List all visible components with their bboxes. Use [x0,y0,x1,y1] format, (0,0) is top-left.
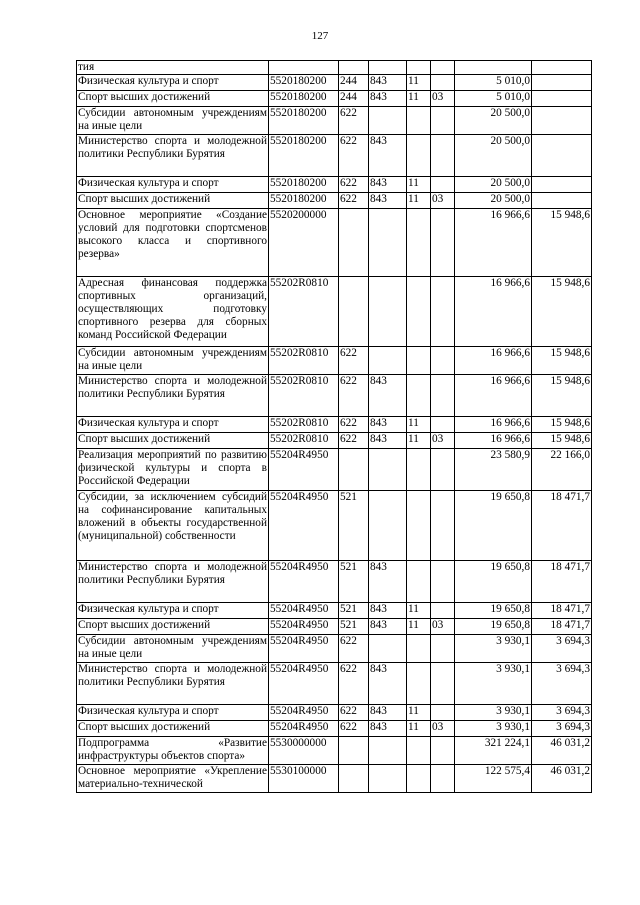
row-grbs-code: 843 [369,375,407,417]
table-row [77,375,592,417]
table-row [77,417,592,433]
row-sum-year1: 16 966,6 [455,209,532,277]
row-sum-year2 [532,75,592,91]
row-csr-code: 55204R4950 [269,663,339,705]
row-vr-code: 244 [339,91,369,107]
table-row [77,635,592,663]
row-section-code: 11 [407,91,431,107]
budget-table [76,60,592,793]
row-section-code [407,375,431,417]
row-sum-year1: 20 500,0 [455,177,532,193]
row-vr-code: 622 [339,705,369,721]
row-csr-code: 5520180200 [269,135,339,177]
row-name: Министерство спорта и молодежной политики Республики Бурятия [77,561,269,603]
row-grbs-code [369,491,407,561]
row-sum-year2: 15 948,6 [532,347,592,375]
row-sum-year1: 19 650,8 [455,603,532,619]
row-grbs-code: 843 [369,75,407,91]
row-csr-code: 55202R0810 [269,417,339,433]
row-grbs-code [369,765,407,793]
row-sum-year2 [532,91,592,107]
row-csr-code: 55204R4950 [269,721,339,737]
row-grbs-code [369,277,407,347]
row-name: Субсидии автономным учреждениям на иные цели [77,347,269,375]
row-sum-year2: 15 948,6 [532,277,592,347]
row-section-code: 11 [407,75,431,91]
row-section-code: 11 [407,721,431,737]
row-csr-code: 5520180200 [269,177,339,193]
row-name: Основное мероприятие «Создание условий для подготовки спортсменов высокого класса и спортивного резерва» [77,209,269,277]
row-vr-code [339,449,369,491]
row-csr-code: 55202R0810 [269,347,339,375]
row-vr-code: 521 [339,619,369,635]
table-row [77,193,592,209]
row-sum-year1: 5 010,0 [455,75,532,91]
row-section-code: 11 [407,619,431,635]
row-section-code [407,765,431,793]
row-sum-year2 [532,177,592,193]
row-sum-year2: 15 948,6 [532,433,592,449]
row-subsection-code [431,417,455,433]
row-subsection-code [431,561,455,603]
row-csr-code: 55204R4950 [269,561,339,603]
row-csr-code: 55204R4950 [269,619,339,635]
row-sum-year1: 5 010,0 [455,91,532,107]
table-row [77,177,592,193]
row-subsection-code [431,107,455,135]
row-sum-year2 [532,61,592,75]
row-subsection-code [431,135,455,177]
row-name: Министерство спорта и молодежной политики Республики Бурятия [77,663,269,705]
row-subsection-code: 03 [431,433,455,449]
row-section-code: 11 [407,433,431,449]
row-sum-year1: 19 650,8 [455,491,532,561]
row-grbs-code [369,61,407,75]
row-name: тия [77,61,269,75]
row-name: Субсидии, за исключением субсидий на софинансирование капитальных вложений в объекты государственной (муниципальной) собственности [77,491,269,561]
row-csr-code: 55204R4950 [269,705,339,721]
table-row [77,91,592,107]
table-row [77,561,592,603]
row-subsection-code [431,737,455,765]
row-vr-code: 622 [339,347,369,375]
row-name: Спорт высших достижений [77,91,269,107]
row-grbs-code: 843 [369,561,407,603]
row-grbs-code: 843 [369,417,407,433]
table-row [77,663,592,705]
row-section-code [407,61,431,75]
table-row [77,491,592,561]
row-csr-code: 5520200000 [269,209,339,277]
row-subsection-code [431,705,455,721]
row-vr-code: 622 [339,177,369,193]
row-name: Физическая культура и спорт [77,177,269,193]
row-sum-year1: 16 966,6 [455,417,532,433]
row-vr-code: 622 [339,663,369,705]
row-csr-code: 55204R4950 [269,491,339,561]
row-sum-year2: 3 694,3 [532,705,592,721]
row-section-code: 11 [407,193,431,209]
table-row [77,721,592,737]
row-csr-code: 5530000000 [269,737,339,765]
row-section-code [407,135,431,177]
row-vr-code: 244 [339,75,369,91]
row-sum-year1: 16 966,6 [455,375,532,417]
row-sum-year2: 18 471,7 [532,561,592,603]
row-subsection-code: 03 [431,619,455,635]
row-name: Физическая культура и спорт [77,705,269,721]
row-name: Основное мероприятие «Укрепление материально-технической [77,765,269,793]
row-sum-year1: 3 930,1 [455,705,532,721]
row-grbs-code: 843 [369,619,407,635]
row-grbs-code: 843 [369,177,407,193]
row-csr-code: 5520180200 [269,193,339,209]
row-sum-year2: 3 694,3 [532,635,592,663]
row-name: Адресная финансовая поддержка спортивных организаций, осуществляющих подготовку спортивного резерва для сборных команд Российской Федерации [77,277,269,347]
table-row [77,75,592,91]
row-csr-code [269,61,339,75]
row-sum-year2: 18 471,7 [532,619,592,635]
row-vr-code: 622 [339,417,369,433]
row-section-code [407,663,431,705]
row-section-code: 11 [407,177,431,193]
row-grbs-code: 843 [369,603,407,619]
row-csr-code: 55202R0810 [269,375,339,417]
row-section-code [407,209,431,277]
row-csr-code: 55204R4950 [269,635,339,663]
row-grbs-code [369,449,407,491]
row-sum-year2: 15 948,6 [532,209,592,277]
row-grbs-code: 843 [369,705,407,721]
table-row [77,433,592,449]
row-section-code [407,737,431,765]
row-subsection-code [431,75,455,91]
row-sum-year1 [455,61,532,75]
table-row [77,135,592,177]
row-name: Министерство спорта и молодежной политики Республики Бурятия [77,135,269,177]
row-sum-year2 [532,193,592,209]
row-csr-code: 5520180200 [269,91,339,107]
row-vr-code: 622 [339,107,369,135]
row-grbs-code [369,347,407,375]
row-subsection-code [431,375,455,417]
row-csr-code: 5520180200 [269,75,339,91]
row-sum-year1: 3 930,1 [455,635,532,663]
row-name: Физическая культура и спорт [77,603,269,619]
row-subsection-code [431,663,455,705]
row-section-code: 11 [407,417,431,433]
row-name: Подпрограмма «Развитие инфраструктуры объектов спорта» [77,737,269,765]
row-grbs-code: 843 [369,193,407,209]
row-sum-year2 [532,135,592,177]
row-sum-year2: 46 031,2 [532,737,592,765]
row-grbs-code: 843 [369,721,407,737]
row-subsection-code [431,61,455,75]
row-name: Спорт высших достижений [77,721,269,737]
row-section-code [407,491,431,561]
row-sum-year1: 122 575,4 [455,765,532,793]
row-sum-year1: 321 224,1 [455,737,532,765]
row-sum-year2: 18 471,7 [532,603,592,619]
row-csr-code: 55202R0810 [269,433,339,449]
row-vr-code: 622 [339,635,369,663]
row-sum-year1: 23 580,9 [455,449,532,491]
row-section-code [407,561,431,603]
row-grbs-code [369,737,407,765]
table-row [77,705,592,721]
row-grbs-code: 843 [369,135,407,177]
row-section-code [407,449,431,491]
row-csr-code: 5530100000 [269,765,339,793]
row-csr-code: 55204R4950 [269,603,339,619]
row-name: Спорт высших достижений [77,619,269,635]
row-name: Реализация мероприятий по развитию физической культуры и спорта в Российской Федерации [77,449,269,491]
row-subsection-code [431,449,455,491]
row-vr-code: 521 [339,491,369,561]
row-vr-code [339,61,369,75]
row-name: Физическая культура и спорт [77,75,269,91]
row-subsection-code: 03 [431,193,455,209]
row-grbs-code: 843 [369,433,407,449]
row-csr-code: 5520180200 [269,107,339,135]
table-row [77,737,592,765]
row-section-code: 11 [407,705,431,721]
row-vr-code: 622 [339,433,369,449]
row-sum-year1: 16 966,6 [455,347,532,375]
row-grbs-code [369,107,407,135]
row-sum-year1: 20 500,0 [455,107,532,135]
row-vr-code: 521 [339,603,369,619]
row-name: Физическая культура и спорт [77,417,269,433]
row-subsection-code: 03 [431,91,455,107]
row-name: Спорт высших достижений [77,193,269,209]
row-subsection-code [431,277,455,347]
row-subsection-code [431,209,455,277]
row-sum-year2: 18 471,7 [532,491,592,561]
row-subsection-code: 03 [431,721,455,737]
row-vr-code [339,209,369,277]
table-row [77,449,592,491]
table-row [77,619,592,635]
table-row [77,107,592,135]
row-sum-year2 [532,107,592,135]
row-vr-code: 622 [339,721,369,737]
row-sum-year1: 16 966,6 [455,433,532,449]
row-subsection-code [431,603,455,619]
row-vr-code: 521 [339,561,369,603]
row-section-code [407,277,431,347]
row-sum-year1: 3 930,1 [455,663,532,705]
row-sum-year2: 15 948,6 [532,417,592,433]
row-sum-year2: 22 166,0 [532,449,592,491]
row-section-code [407,635,431,663]
row-subsection-code [431,635,455,663]
row-vr-code: 622 [339,193,369,209]
table-row [77,209,592,277]
row-vr-code: 622 [339,135,369,177]
row-grbs-code: 843 [369,91,407,107]
row-vr-code [339,737,369,765]
row-csr-code: 55202R0810 [269,277,339,347]
table-row [77,277,592,347]
row-grbs-code [369,635,407,663]
table-row [77,765,592,793]
row-sum-year2: 3 694,3 [532,721,592,737]
row-sum-year1: 16 966,6 [455,277,532,347]
table-row [77,61,592,75]
row-name: Спорт высших достижений [77,433,269,449]
row-sum-year2: 46 031,2 [532,765,592,793]
row-section-code [407,347,431,375]
row-sum-year2: 3 694,3 [532,663,592,705]
row-vr-code [339,765,369,793]
row-grbs-code: 843 [369,663,407,705]
row-subsection-code [431,347,455,375]
row-section-code [407,107,431,135]
row-subsection-code [431,491,455,561]
table-row [77,603,592,619]
row-name: Министерство спорта и молодежной политики Республики Бурятия [77,375,269,417]
row-vr-code [339,277,369,347]
row-grbs-code [369,209,407,277]
row-section-code: 11 [407,603,431,619]
row-sum-year1: 19 650,8 [455,619,532,635]
row-sum-year1: 3 930,1 [455,721,532,737]
table-row [77,347,592,375]
row-subsection-code [431,765,455,793]
row-subsection-code [431,177,455,193]
page-number: 127 [311,30,329,42]
row-sum-year1: 20 500,0 [455,193,532,209]
row-vr-code: 622 [339,375,369,417]
row-name: Субсидии автономным учреждениям на иные цели [77,107,269,135]
row-sum-year1: 19 650,8 [455,561,532,603]
row-name: Субсидии автономным учреждениям на иные цели [77,635,269,663]
row-sum-year2: 15 948,6 [532,375,592,417]
row-csr-code: 55204R4950 [269,449,339,491]
row-sum-year1: 20 500,0 [455,135,532,177]
